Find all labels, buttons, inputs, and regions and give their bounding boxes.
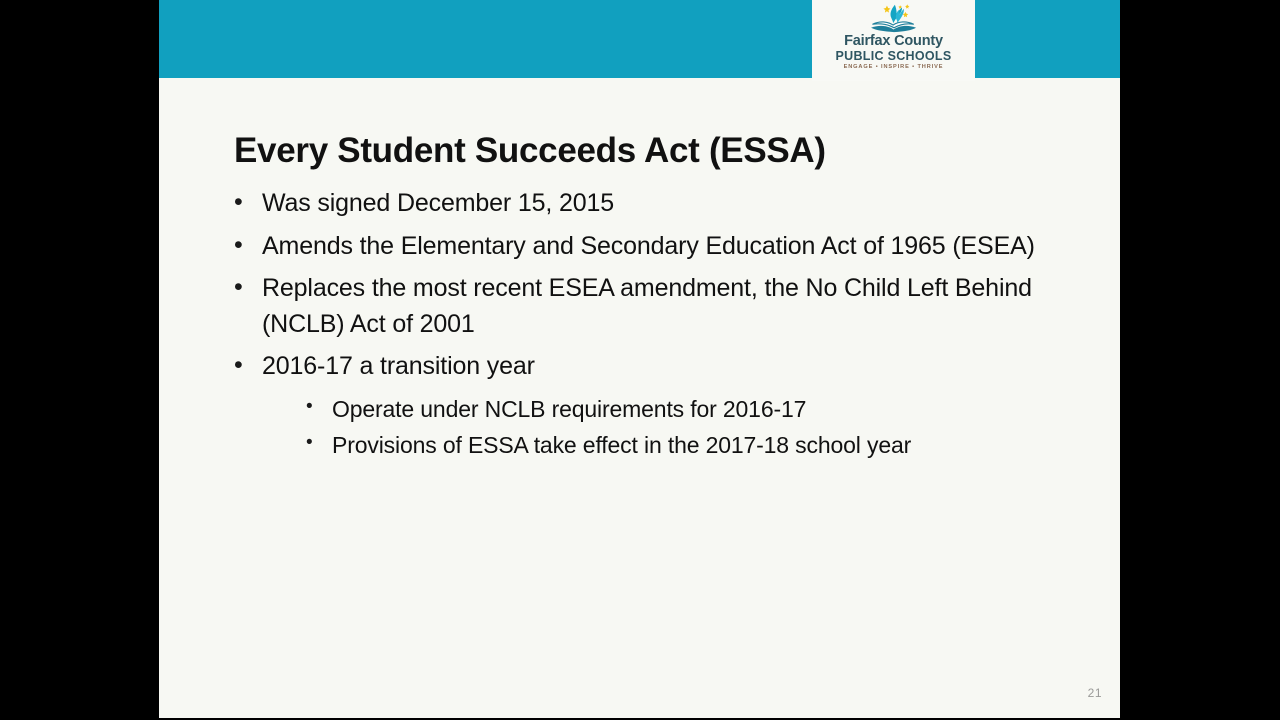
bullet-marker-icon: • — [234, 351, 243, 379]
list-item-text: Was signed December 15, 2015 — [262, 189, 615, 217]
bullet-marker-icon: • — [306, 395, 313, 417]
logo-name-line2: PUBLIC SCHOOLS — [835, 48, 952, 63]
list-item-text: 2016-17 a transition year — [262, 352, 535, 380]
bullet-marker-icon: • — [306, 432, 313, 454]
sub-list-item — [306, 428, 1094, 463]
slide-surface — [159, 0, 1120, 718]
flame-book-logo-icon — [867, 3, 921, 33]
letterbox-right — [1120, 0, 1280, 720]
sub-list-item-text: Provisions of ESSA take effect in the 2017-18 school year — [332, 432, 912, 459]
page-title: Every Student Succeeds Act (ESSA) — [234, 131, 826, 171]
bullet-marker-icon: • — [234, 273, 243, 301]
list-item-text: Amends the Elementary and Secondary Education Act of 1965 (ESEA) — [262, 231, 1035, 260]
bullet-marker-icon: • — [234, 188, 243, 216]
logo-name-line1: Fairfax County — [844, 33, 943, 49]
sub-list-item-text: Operate under NCLB requirements for 2016-17 — [332, 395, 807, 422]
list-item — [234, 229, 1094, 265]
sub-list-item — [306, 392, 1094, 427]
list-item-text: Replaces the most recent ESEA amendment, the No Child Left Behind (NCLB) Act of 2001 — [262, 274, 1032, 338]
list-item — [234, 186, 1094, 222]
list-item — [234, 349, 1094, 385]
list-item — [234, 271, 1094, 342]
letterbox-left — [0, 0, 159, 720]
sub-bullet-list — [306, 392, 1094, 464]
bullet-marker-icon: • — [234, 230, 243, 259]
organization-logo — [812, 0, 975, 81]
logo-tagline: ENGAGE • INSPIRE • THRIVE — [843, 64, 944, 71]
slide-header-bar — [159, 0, 1120, 78]
page-number: 21 — [1087, 686, 1102, 700]
bullet-list — [234, 186, 1094, 465]
